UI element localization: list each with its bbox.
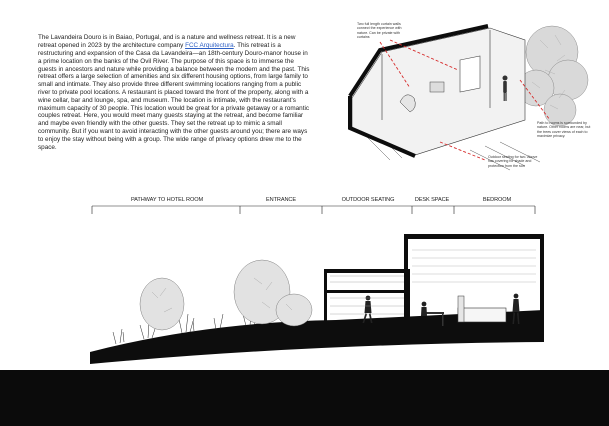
paragraph-text-start: The Lavandeira Douro is in Baiao, Portugal, and is a nature and wellness retreat. It is a new retreat opened in 2023 by the architecture company [38,34,296,50]
paragraph-text-end: . This retreat is a restructuring and expansion of the Casa da Lavandeira—an 18th-century Douro-manor house in a prime location on the banks of the Ovil River. The purpose of this space is to immerse the guests in ancestors and nature while providing a balance between the modern and the past. This retreat offers a large selection of amenities and six different housing options, from large family to small and intimate. They also provide three different swimming locations ranging from a public river to private pool locations. A restaurant is placed toward the front of the property, along with a wine cellar, bar and lounge, spa, and museum. The location is intimate, with the restaurant’s maximum capacity of 30 people. This location would be great for a private getaway or a romantic couples retreat. Here, you would meet many guests staying at the retreat, and become familiar and maybe even friendly with the other guests. They set the retreat up to mimic a small community. But if you want to avoid interacting with the other guests around you; there are ways to enjoy the stay without being with a group. The wide range of privacy options drew me to the space. [38,42,310,151]
zone-label-bedroom: BEDROOM [482,197,512,203]
nature-surrounded-note: Path to rooms is surrounded by nature. Other rooms are near, but the trees cover views of each to maximize privacy. [537,121,591,138]
zone-label-entrance: ENTRANCE [266,197,296,203]
zone-label-desk-space: DESK SPACE [414,197,450,203]
zone-label-pathway: PATHWAY TO HOTEL ROOM [130,197,204,203]
zone-label-outdoor-seating: OUTDOOR SEATING [341,197,395,203]
outdoor-seating-note: Outdoor seating for two. Above has covering for shade and protection from the sun [488,155,538,168]
body-paragraph [38,34,310,151]
footer-bar [0,370,609,426]
curtain-walls-note: Two full length curtain walls connect the experience with nature. Can be private with curtains [357,22,402,39]
fcc-arquitectura-link[interactable]: FCC Arquitectura [185,42,234,50]
section-drawing [86,192,546,367]
